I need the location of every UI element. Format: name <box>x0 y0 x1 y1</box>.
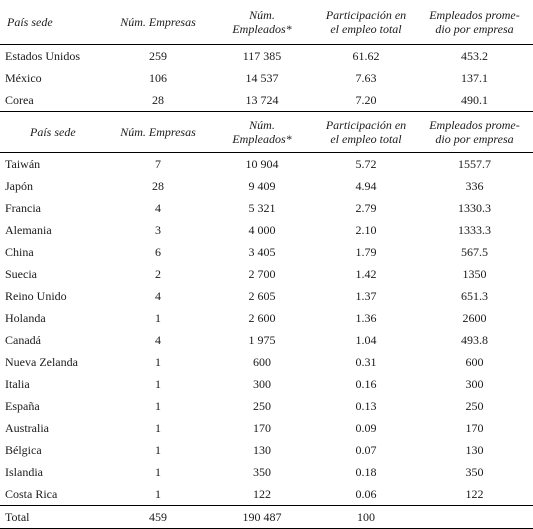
employees-cell: 350 <box>253 464 271 479</box>
employees-cell: 300 <box>253 376 271 391</box>
table-row <box>0 241 533 263</box>
share-cell: 1.79 <box>355 244 377 259</box>
table-row <box>0 307 533 329</box>
table-row <box>0 67 533 89</box>
employees-cell: 5 321 <box>248 200 276 215</box>
table-row <box>0 89 533 112</box>
table-row <box>0 153 533 176</box>
header-average-repeat <box>416 112 533 153</box>
employees-cell: 170 <box>253 420 271 435</box>
total-row <box>0 506 533 529</box>
share-cell: 2.79 <box>355 200 377 215</box>
average-cell: 453.2 <box>461 48 488 63</box>
country-cell: Canadá <box>5 332 41 347</box>
average-cell: 170 <box>465 420 484 435</box>
firms-cell: 1 <box>155 486 161 501</box>
share-cell: 61.62 <box>352 48 380 63</box>
top-rows-body <box>0 45 533 112</box>
employees-cell: 250 <box>253 398 271 413</box>
table-row <box>0 373 533 395</box>
country-cell: Japón <box>5 178 33 193</box>
share-cell: 4.94 <box>355 178 377 193</box>
table-row <box>0 351 533 373</box>
average-cell: 567.5 <box>461 244 488 259</box>
country-cell: Islandia <box>5 464 43 479</box>
table-row <box>0 461 533 483</box>
table-row <box>0 395 533 417</box>
table-row <box>0 285 533 307</box>
header-firms-repeat: Núm. Empresas <box>108 112 208 153</box>
share-cell: 1.04 <box>355 332 377 347</box>
country-cell: Suecia <box>5 266 37 281</box>
employees-cell: 2 605 <box>248 288 276 303</box>
share-cell: 2.10 <box>355 222 377 237</box>
firms-cell: 106 <box>149 70 167 85</box>
average-cell: 130 <box>465 442 484 457</box>
country-cell: Taiwán <box>5 156 41 171</box>
share-cell: 1.37 <box>355 288 377 303</box>
share-cell: 7.20 <box>355 92 377 107</box>
total-firms: 459 <box>108 506 208 529</box>
table-row <box>0 417 533 439</box>
employees-cell: 2 700 <box>248 266 276 281</box>
country-cell: Nueva Zelanda <box>5 354 78 369</box>
header-share-repeat <box>316 112 416 153</box>
country-cell: México <box>5 70 42 85</box>
total-share: 100 <box>316 506 416 529</box>
header-average-repeat-line1: Empleados prome- <box>429 118 520 132</box>
average-cell: 2600 <box>462 310 487 325</box>
share-cell: 0.16 <box>355 376 377 391</box>
employees-cell: 600 <box>253 354 271 369</box>
employees-cell: 4 000 <box>248 222 276 237</box>
country-cell: Bélgica <box>5 442 42 457</box>
table-row <box>0 197 533 219</box>
header-employees <box>208 0 316 45</box>
header-average-repeat-line2: dio por empresa <box>435 132 514 146</box>
header-employees-line1: Núm. <box>249 8 275 22</box>
header-row-top <box>0 0 533 45</box>
country-cell: Australia <box>5 420 49 435</box>
employees-cell: 1 975 <box>248 332 276 347</box>
header-employees-line2: Empleados* <box>232 22 292 36</box>
firms-cell: 4 <box>155 288 161 303</box>
employees-cell: 122 <box>253 486 271 501</box>
table-row <box>0 483 533 506</box>
header-average <box>416 0 533 45</box>
country-cell: Francia <box>5 200 41 215</box>
share-cell: 0.18 <box>355 464 377 479</box>
employees-cell: 117 385 <box>242 48 282 63</box>
firms-cell: 1 <box>155 310 161 325</box>
header-employees-repeat-line2: Empleados* <box>232 132 292 146</box>
firms-cell: 1 <box>155 398 161 413</box>
table-row <box>0 263 533 285</box>
share-cell: 0.09 <box>355 420 377 435</box>
firms-cell: 1 <box>155 464 161 479</box>
total-average <box>416 506 533 529</box>
country-cell: Estados Unidos <box>5 48 80 63</box>
firms-cell: 1 <box>155 376 161 391</box>
average-cell: 137.1 <box>461 70 488 85</box>
average-cell: 1557.7 <box>458 156 491 171</box>
average-cell: 122 <box>465 486 484 501</box>
share-cell: 1.42 <box>355 266 377 281</box>
header-average-line1: Empleados prome- <box>429 8 520 22</box>
average-cell: 1333.3 <box>458 222 491 237</box>
average-cell: 1330.3 <box>458 200 491 215</box>
employees-cell: 2 600 <box>248 310 276 325</box>
header-employees-repeat-line1: Núm. <box>249 118 275 132</box>
table-row <box>0 219 533 241</box>
firms-cell: 7 <box>155 156 161 171</box>
header-share-repeat-line1: Participación en <box>325 118 407 132</box>
firms-cell: 4 <box>155 332 161 347</box>
share-cell: 0.13 <box>355 398 377 413</box>
firms-cell: 4 <box>155 200 161 215</box>
share-cell: 0.31 <box>355 354 377 369</box>
header-country: País sede <box>0 0 108 45</box>
average-cell: 651.3 <box>461 288 488 303</box>
country-cell: Costa Rica <box>5 486 58 501</box>
header-share-line1: Participación en <box>325 8 407 22</box>
table-row <box>0 175 533 197</box>
average-cell: 490.1 <box>461 92 488 107</box>
country-cell: España <box>5 398 40 413</box>
firms-cell: 28 <box>152 92 164 107</box>
average-cell: 250 <box>465 398 484 413</box>
employees-cell: 9 409 <box>248 178 276 193</box>
share-cell: 5.72 <box>355 156 377 171</box>
firms-cell: 2 <box>155 266 161 281</box>
average-cell: 300 <box>465 376 484 391</box>
firms-cell: 3 <box>155 222 161 237</box>
share-cell: 7.63 <box>355 70 377 85</box>
header-row-repeat <box>0 112 533 153</box>
header-share <box>316 0 416 45</box>
average-cell: 600 <box>465 354 484 369</box>
country-cell: China <box>5 244 34 259</box>
country-cell: Italia <box>5 376 30 391</box>
employees-cell: 130 <box>253 442 271 457</box>
mid-header-body <box>0 112 533 153</box>
header-country-repeat: País sede <box>0 112 108 153</box>
header-average-line2: dio por empresa <box>435 22 514 36</box>
header-firms: Núm. Empresas <box>108 0 208 45</box>
table-row <box>0 439 533 461</box>
table-row <box>0 329 533 351</box>
country-cell: Reino Unido <box>5 288 67 303</box>
employees-cell: 13 724 <box>245 92 279 107</box>
average-cell: 350 <box>465 464 484 479</box>
average-cell: 493.8 <box>461 332 488 347</box>
header-share-repeat-line2: el empleo total <box>330 132 402 146</box>
country-cell: Holanda <box>5 310 46 325</box>
share-cell: 0.06 <box>355 486 377 501</box>
firms-cell: 6 <box>155 244 161 259</box>
header-share-line2: el empleo total <box>330 22 402 36</box>
total-label: Total <box>0 506 108 529</box>
employees-cell: 3 405 <box>248 244 276 259</box>
country-cell: Corea <box>5 92 34 107</box>
share-cell: 1.36 <box>355 310 377 325</box>
country-rows-body <box>0 153 533 506</box>
average-cell: 336 <box>465 178 484 193</box>
table-row <box>0 45 533 68</box>
employees-cell: 14 537 <box>245 70 279 85</box>
firms-cell: 1 <box>155 354 161 369</box>
total-employees: 190 487 <box>208 506 316 529</box>
country-cell: Alemania <box>5 222 52 237</box>
share-cell: 0.07 <box>355 442 377 457</box>
firms-cell: 28 <box>152 178 164 193</box>
employees-cell: 10 904 <box>245 156 279 171</box>
average-cell: 1350 <box>462 266 487 281</box>
firms-cell: 1 <box>155 420 161 435</box>
header-employees-repeat <box>208 112 316 153</box>
firms-cell: 1 <box>155 442 161 457</box>
firms-cell: 259 <box>149 48 167 63</box>
